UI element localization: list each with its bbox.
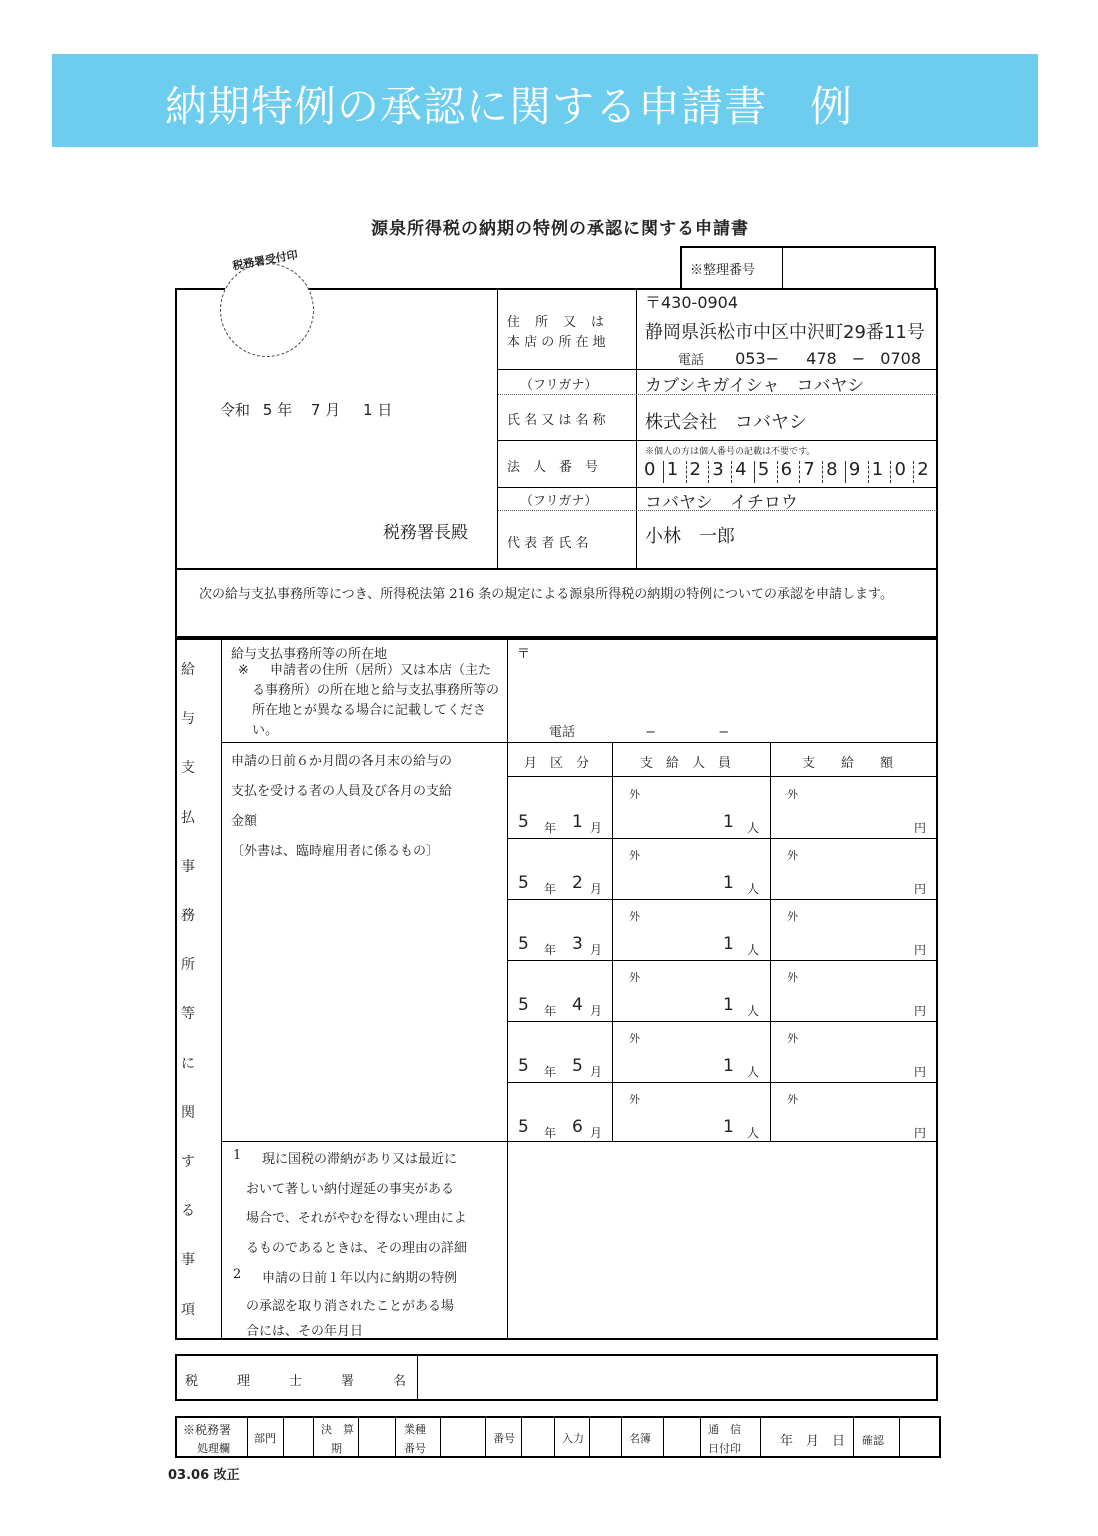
people-outer-mark: 外 xyxy=(629,1093,640,1106)
seiri-input[interactable] xyxy=(786,250,934,286)
statement-text: 次の給与支払事務所等につき、所得税法第 216 条の規定による源泉所得税の納期の特例についての承認を申請します。 xyxy=(199,587,893,602)
col-people: 支 給 人 員 xyxy=(640,756,732,771)
row-year-unit: 年 xyxy=(544,1126,557,1140)
row-amount-unit: 円 xyxy=(914,882,927,896)
row-people[interactable]: 1 xyxy=(723,995,734,1015)
row-month-unit: 月 xyxy=(590,1065,603,1079)
row-year-unit: 年 xyxy=(544,821,557,835)
address-phone[interactable]: 電話 053− 478 − 0708 xyxy=(678,349,922,368)
digit-separator xyxy=(913,461,914,483)
form-title: 源泉所得税の納期の特例の承認に関する申請書 xyxy=(371,219,749,239)
row-year[interactable]: 5 xyxy=(518,1117,529,1137)
people-outer-mark: 外 xyxy=(629,1032,640,1045)
row-month-unit: 月 xyxy=(590,1126,603,1140)
proc-dept: 部門 xyxy=(254,1432,276,1445)
row-year-unit: 年 xyxy=(544,1004,557,1018)
row-month-unit: 月 xyxy=(590,943,603,957)
side-label-char: 事 xyxy=(181,1252,195,1269)
proc-industry-2: 番号 xyxy=(404,1442,426,1455)
row-month[interactable]: 2 xyxy=(572,873,583,893)
revision-label: 03.06 改正 xyxy=(168,1468,240,1483)
amount-outer-mark: 外 xyxy=(787,910,798,923)
digit-separator xyxy=(731,461,732,483)
note-line: 合には、その年月日 xyxy=(246,1324,364,1339)
reception-stamp-label: 税務署受付印 xyxy=(231,248,299,273)
name-furigana[interactable]: カブシキガイシャ コバヤシ xyxy=(645,376,865,396)
row-divider xyxy=(508,838,937,839)
proc-comm-1: 通 信 xyxy=(708,1423,741,1436)
row-people[interactable]: 1 xyxy=(723,1117,734,1137)
address-label-1: 住 所 又 は xyxy=(507,315,606,330)
note-line: 場合で、それがやむを得ない理由によ xyxy=(246,1211,467,1226)
digit-separator xyxy=(822,461,823,483)
proc-divider xyxy=(283,1418,284,1456)
digit-separator xyxy=(686,461,687,483)
digit-separator xyxy=(663,461,664,483)
postal-code[interactable]: 〒430-0904 xyxy=(645,293,739,312)
reception-stamp-circle xyxy=(220,263,314,357)
row-month-unit: 月 xyxy=(590,882,603,896)
row-year-unit: 年 xyxy=(544,882,557,896)
row-people-unit: 人 xyxy=(747,821,760,835)
rep-furigana-label: （フリガナ） xyxy=(520,494,598,509)
side-label-char: 所 xyxy=(181,957,195,974)
proc-confirm: 確認 xyxy=(862,1434,884,1447)
proc-register: 名簿 xyxy=(629,1432,651,1445)
office-postal-mark[interactable]: 〒 xyxy=(517,647,531,662)
amount-outer-mark: 外 xyxy=(787,849,798,862)
note-line: 申請の日前１年以内に納期の特例 xyxy=(262,1271,458,1286)
proc-divider xyxy=(395,1418,396,1456)
row-year[interactable]: 5 xyxy=(518,995,529,1015)
side-label-char: 関 xyxy=(181,1104,195,1121)
row-divider xyxy=(508,1021,937,1022)
proc-input: 入力 xyxy=(562,1432,584,1445)
corp-number-note: ※個人の方は個人番号の記載は不要です。 xyxy=(645,447,816,457)
proc-divider xyxy=(853,1418,854,1456)
digit-separator xyxy=(868,461,869,483)
office-loc-note-mark: ※ xyxy=(238,663,249,678)
office-phone[interactable]: 電話 − − xyxy=(549,725,730,740)
digit-separator xyxy=(777,461,778,483)
corp-digit: 1 xyxy=(871,459,884,480)
corp-number-digits[interactable] xyxy=(640,459,936,485)
proc-divider xyxy=(663,1418,664,1456)
corp-digit: 9 xyxy=(848,459,861,480)
row-people[interactable]: 1 xyxy=(723,1056,734,1076)
note-line: 現に国税の滞納があり又は最近に xyxy=(262,1152,458,1167)
side-label-char: 払 xyxy=(181,809,195,826)
row-people-unit: 人 xyxy=(747,1065,760,1079)
corp-digit: 5 xyxy=(757,459,770,480)
row-divider xyxy=(508,1082,937,1083)
people-outer-mark: 外 xyxy=(629,788,640,801)
corp-digit: 2 xyxy=(689,459,701,480)
digit-separator xyxy=(845,461,846,483)
corp-number-label: 法 人 番 号 xyxy=(507,460,599,475)
name-label: 氏 名 又 は 名 称 xyxy=(507,413,606,428)
proc-divider xyxy=(358,1418,359,1456)
proc-divider xyxy=(485,1418,486,1456)
row-people[interactable]: 1 xyxy=(723,934,734,954)
row-month-unit: 月 xyxy=(590,1004,603,1018)
side-label-char: 項 xyxy=(181,1301,195,1318)
row-people-unit: 人 xyxy=(747,1126,760,1140)
side-label-char: 与 xyxy=(181,711,195,728)
payroll-desc-3: 金額 xyxy=(231,814,258,829)
address-label-2: 本 店 の 所 在 地 xyxy=(507,335,606,350)
corp-digit: 4 xyxy=(735,459,747,480)
row-year[interactable]: 5 xyxy=(518,934,529,954)
amount-outer-mark: 外 xyxy=(787,788,798,801)
tax-office-label: 税務署長殿 xyxy=(383,523,468,543)
proc-divider xyxy=(313,1418,314,1456)
corp-digit: 3 xyxy=(712,459,724,480)
proc-number: 番号 xyxy=(493,1432,515,1445)
row-people[interactable]: 1 xyxy=(723,812,734,832)
row-month[interactable]: 6 xyxy=(572,1117,583,1137)
row-amount-unit: 円 xyxy=(914,943,927,957)
row-amount-unit: 円 xyxy=(914,1126,927,1140)
proc-divider xyxy=(440,1418,441,1456)
corp-digit: 2 xyxy=(917,459,929,480)
rep-furigana[interactable]: コバヤシ イチロウ xyxy=(645,493,798,513)
row-year[interactable]: 5 xyxy=(518,873,529,893)
application-date: 令和 5 年 7 月 1 日 xyxy=(220,401,393,419)
notes-input[interactable] xyxy=(510,1144,936,1338)
proc-divider xyxy=(899,1418,900,1456)
row-people-unit: 人 xyxy=(747,882,760,896)
payroll-desc-4: 〔外書は、臨時雇用者に係るもの〕 xyxy=(231,844,440,859)
proc-divider xyxy=(589,1418,590,1456)
name-value[interactable]: 株式会社 コバヤシ xyxy=(645,412,807,433)
col-amount: 支 給 額 xyxy=(802,756,894,771)
proc-divider xyxy=(760,1418,761,1456)
corp-digit: 1 xyxy=(666,459,679,480)
proc-settle-2: 期 xyxy=(331,1442,342,1455)
digit-separator xyxy=(708,461,709,483)
side-label-char: 等 xyxy=(181,1006,195,1023)
amount-outer-mark: 外 xyxy=(787,1032,798,1045)
row-month[interactable]: 5 xyxy=(572,1056,583,1076)
note-number: 2 xyxy=(233,1267,242,1282)
people-outer-mark: 外 xyxy=(629,849,640,862)
row-amount-unit: 円 xyxy=(914,1065,927,1079)
corp-digit: 8 xyxy=(826,459,838,480)
payroll-desc-2: 支払を受ける者の人員及び各月の支給 xyxy=(231,784,453,799)
proc-ymd: 年 月 日 xyxy=(780,1434,846,1449)
row-people-unit: 人 xyxy=(747,943,760,957)
banner-title: 納期特例の承認に関する申請書 例 xyxy=(165,82,854,131)
office-loc-title: 給与支払事務所等の所在地 xyxy=(231,647,388,662)
row-month[interactable]: 3 xyxy=(572,934,583,954)
proc-settle-1: 決 算 xyxy=(321,1423,354,1436)
row-amount-unit: 円 xyxy=(914,1004,927,1018)
row-year[interactable]: 5 xyxy=(518,1056,529,1076)
side-label-char: 支 xyxy=(181,760,195,777)
side-label-char: す xyxy=(181,1154,195,1170)
row-year[interactable]: 5 xyxy=(518,812,529,832)
payroll-desc-1: 申請の日前６か月間の各月末の給与の xyxy=(231,754,453,769)
accountant-signature-input[interactable] xyxy=(420,1357,935,1398)
side-label-char: に xyxy=(181,1055,195,1072)
digit-separator xyxy=(754,461,755,483)
corp-digit: 7 xyxy=(803,459,815,480)
note-line: の承認を取り消されたことがある場 xyxy=(246,1299,455,1314)
row-month[interactable]: 4 xyxy=(572,995,583,1015)
row-month-unit: 月 xyxy=(590,821,603,835)
accountant-label: 税 理 士 署 名 xyxy=(185,1374,407,1389)
rep-label: 代 表 者 氏 名 xyxy=(507,536,589,551)
side-label-char: る xyxy=(181,1203,195,1220)
row-divider xyxy=(508,899,937,900)
corp-digit: 6 xyxy=(780,459,793,480)
row-month[interactable]: 1 xyxy=(572,812,583,832)
col-month: 月 区 分 xyxy=(524,756,590,771)
proc-divider xyxy=(700,1418,701,1456)
proc-divider xyxy=(247,1418,248,1456)
note-number: 1 xyxy=(233,1148,242,1163)
amount-outer-mark: 外 xyxy=(787,1093,798,1106)
digit-separator xyxy=(799,461,800,483)
row-people[interactable]: 1 xyxy=(723,873,734,893)
row-year-unit: 年 xyxy=(544,1065,557,1079)
note-line: おいて著しい納付遅延の事実がある xyxy=(246,1182,455,1197)
proc-divider xyxy=(621,1418,622,1456)
digit-separator xyxy=(890,461,891,483)
row-year-unit: 年 xyxy=(544,943,557,957)
side-label-char: 給 xyxy=(181,662,195,678)
note-line: るものであるときは、その理由の詳細 xyxy=(246,1241,468,1256)
amount-outer-mark: 外 xyxy=(787,971,798,984)
corp-digit: 0 xyxy=(644,459,656,480)
side-label-char: 事 xyxy=(181,858,195,875)
proc-divider xyxy=(554,1418,555,1456)
row-amount-unit: 円 xyxy=(914,821,927,835)
office-loc-note: 申請者の住所（居所）又は本店（主たる事務所）の所在地と給与支払事務所等の所在地とが異なる場合に記載してください。 xyxy=(252,663,500,738)
people-outer-mark: 外 xyxy=(629,971,640,984)
side-label-char: 務 xyxy=(181,908,195,924)
row-people-unit: 人 xyxy=(747,1004,760,1018)
row-divider xyxy=(508,960,937,961)
name-furigana-label: （フリガナ） xyxy=(520,378,598,393)
corp-digit: 0 xyxy=(894,459,906,480)
proc-label-2: 処理欄 xyxy=(197,1442,230,1455)
proc-label-1: ※税務署 xyxy=(183,1423,232,1437)
seiri-label: ※整理番号 xyxy=(690,263,756,278)
people-outer-mark: 外 xyxy=(629,910,640,923)
proc-industry-1: 業種 xyxy=(404,1423,426,1436)
address-value[interactable]: 静岡県浜松市中区中沢町29番11号 xyxy=(645,322,925,343)
rep-value[interactable]: 小林 一郎 xyxy=(645,526,735,547)
proc-comm-2: 日付印 xyxy=(708,1442,741,1455)
proc-divider xyxy=(521,1418,522,1456)
